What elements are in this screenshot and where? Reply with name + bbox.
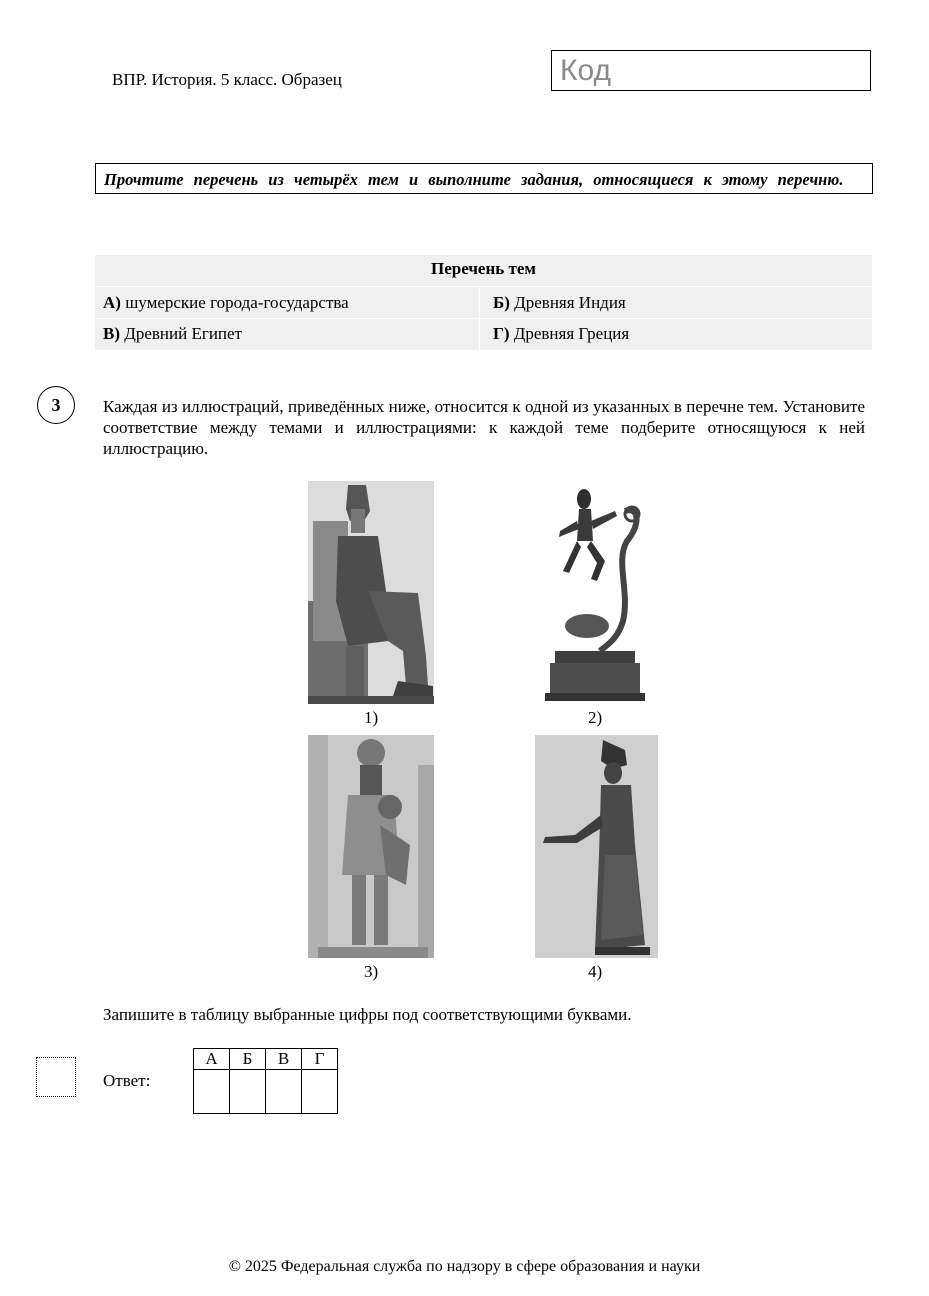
- answer-instruction: Запишите в таблицу выбранные цифры под соответствующими буквами.: [103, 1005, 632, 1024]
- topic-text: шумерские города-государства: [120, 293, 349, 312]
- answer-cell-b[interactable]: [230, 1070, 266, 1114]
- answer-table: [193, 1048, 338, 1114]
- illustration-3-caption: 3): [364, 962, 379, 981]
- topic-v: [103, 324, 242, 344]
- instruction-box: Прочтите перечень из четырёх тем и выполните задания, относящиеся к этому перечню.: [95, 163, 873, 194]
- illustration-4-athena-statue: [535, 735, 658, 958]
- answer-label: Ответ:: [103, 1071, 151, 1090]
- illustration-4-caption: 4): [588, 962, 603, 981]
- answer-column-header: Б: [230, 1049, 266, 1070]
- footer-copyright: © 2025 Федеральная служба по надзору в сфере образования и науки: [228, 1258, 701, 1275]
- topics-title: Перечень тем: [431, 259, 536, 278]
- topics-list: [95, 255, 872, 350]
- illustration-1-pharaoh-statue: [308, 481, 434, 704]
- topic-text: Древняя Греция: [509, 324, 630, 343]
- topic-g: [493, 324, 629, 344]
- answer-column-header: В: [266, 1049, 302, 1070]
- answer-cell-v[interactable]: [266, 1070, 302, 1114]
- score-box: [36, 1057, 76, 1097]
- topic-text: Древний Египет: [120, 324, 242, 343]
- answer-cell-g[interactable]: [302, 1070, 338, 1114]
- illustration-1-caption: 1): [364, 708, 379, 727]
- topic-b: [493, 293, 626, 313]
- code-field[interactable]: Код: [551, 50, 871, 91]
- page-header-title: ВПР. История. 5 класс. Образец: [112, 70, 342, 89]
- topic-letter: В): [103, 324, 120, 343]
- illustration-3-assyrian-relief: [308, 735, 434, 958]
- answer-column-header: Г: [302, 1049, 338, 1070]
- task-number: 3: [37, 386, 75, 424]
- topic-a: [103, 293, 349, 313]
- task-text: Каждая из иллюстраций, приведённых ниже, относится к одной из указанных в перечне тем. Установите соответствие между темами и иллюстрациями: к каждой теме подберите относящуюся к ней иллюстрацию.: [103, 397, 865, 458]
- answer-column-header: А: [194, 1049, 230, 1070]
- topic-text: Древняя Индия: [509, 293, 626, 312]
- answer-cell-a[interactable]: [194, 1070, 230, 1114]
- topic-letter: Б): [493, 293, 510, 312]
- illustration-2-indian-bronze: [545, 481, 657, 704]
- illustration-2-caption: 2): [588, 708, 603, 727]
- topic-letter: А): [103, 293, 121, 312]
- topic-letter: Г): [493, 324, 510, 343]
